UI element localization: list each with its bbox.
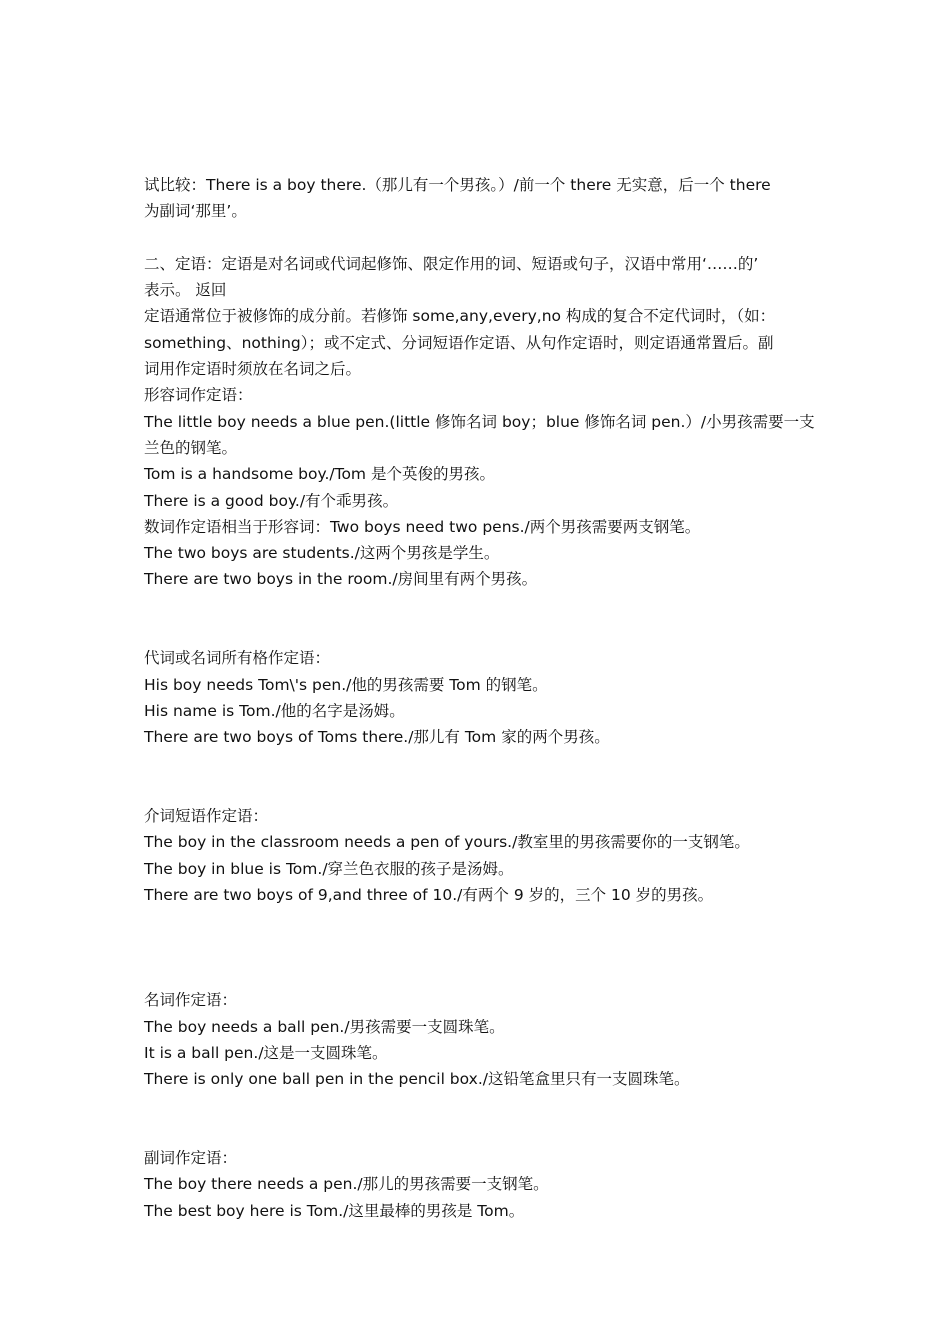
example-line: There are two boys of Toms there./那儿有 Tom 家的两个男孩。 [144,728,610,747]
example-line: The best boy here is Tom./这里最棒的男孩是 Tom。 [144,1201,525,1220]
subheading-prepositional: 介词短语作定语： [144,807,269,826]
blank-line [144,908,814,987]
example-line: The boy there needs a pen./那儿的男孩需要一支钢笔。 [144,1175,549,1194]
blank-line [144,751,814,804]
text-line-with-return-link: 表示。 返回 [144,281,227,300]
example-line: The little boy needs a blue pen.(little 修饰名词 boy；blue 修饰名词 pen.）/小男孩需要一支 [144,412,815,431]
example-line: There is only one ball pen in the pencil box./这铅笔盒里只有一支圆珠笔。 [144,1070,690,1089]
example-line: His name is Tom./他的名字是汤姆。 [144,701,405,720]
example-line: The two boys are students./这两个男孩是学生。 [144,544,500,563]
example-line: 数词作定语相当于形容词：Two boys need two pens./两个男孩需要两支钢笔。 [144,517,701,536]
example-line: There is a good boy./有个乖男孩。 [144,491,399,510]
subheading-pronoun: 代词或名词所有格作定语： [144,649,331,668]
example-line: Tom is a handsome boy./Tom 是个英俊的男孩。 [144,465,495,484]
blank-line [144,1092,814,1145]
text-line: 定语通常位于被修饰的成分前。若修饰 some,any,every,no 构成的复合不定代词时，（如： [144,307,776,326]
subheading-adjective: 形容词作定语： [144,386,253,405]
example-line: There are two boys of 9,and three of 10./有两个 9 岁的，三个 10 岁的男孩。 [144,886,714,905]
example-line: 兰色的钢笔。 [144,438,238,457]
example-line: The boy needs a ball pen./男孩需要一支圆珠笔。 [144,1017,505,1036]
text-line: 试比较：There is a boy there.（那儿有一个男孩。）/前一个 there 无实意，后一个 there [144,176,771,194]
blank-line [144,593,814,646]
example-line: The boy in blue is Tom./穿兰色衣服的孩子是汤姆。 [144,859,514,878]
example-line: His boy needs Tom\'s pen./他的男孩需要 Tom 的钢笔。 [144,675,548,694]
subheading-adverb: 副词作定语： [144,1148,238,1167]
text-line: 为副词‘那里’。 [144,202,247,221]
document-body [144,172,814,1224]
text-line: 词用作定语时须放在名词之后。 [144,360,362,379]
example-line: The boy in the classroom needs a pen of yours./教室里的男孩需要你的一支钢笔。 [144,833,750,852]
section-heading: 二、定语：定语是对名词或代词起修饰、限定作用的词、短语或句子，汉语中常用‘……的’ [144,254,759,273]
example-line: There are two boys in the room./房间里有两个男孩。 [144,570,538,589]
example-line: It is a ball pen./这是一支圆珠笔。 [144,1043,388,1062]
text-line: something、nothing）；或不定式、分词短语作定语、从句作定语时，则定语通常置后。副 [144,333,774,352]
subheading-noun: 名词作定语： [144,991,238,1010]
blank-line [144,225,814,251]
